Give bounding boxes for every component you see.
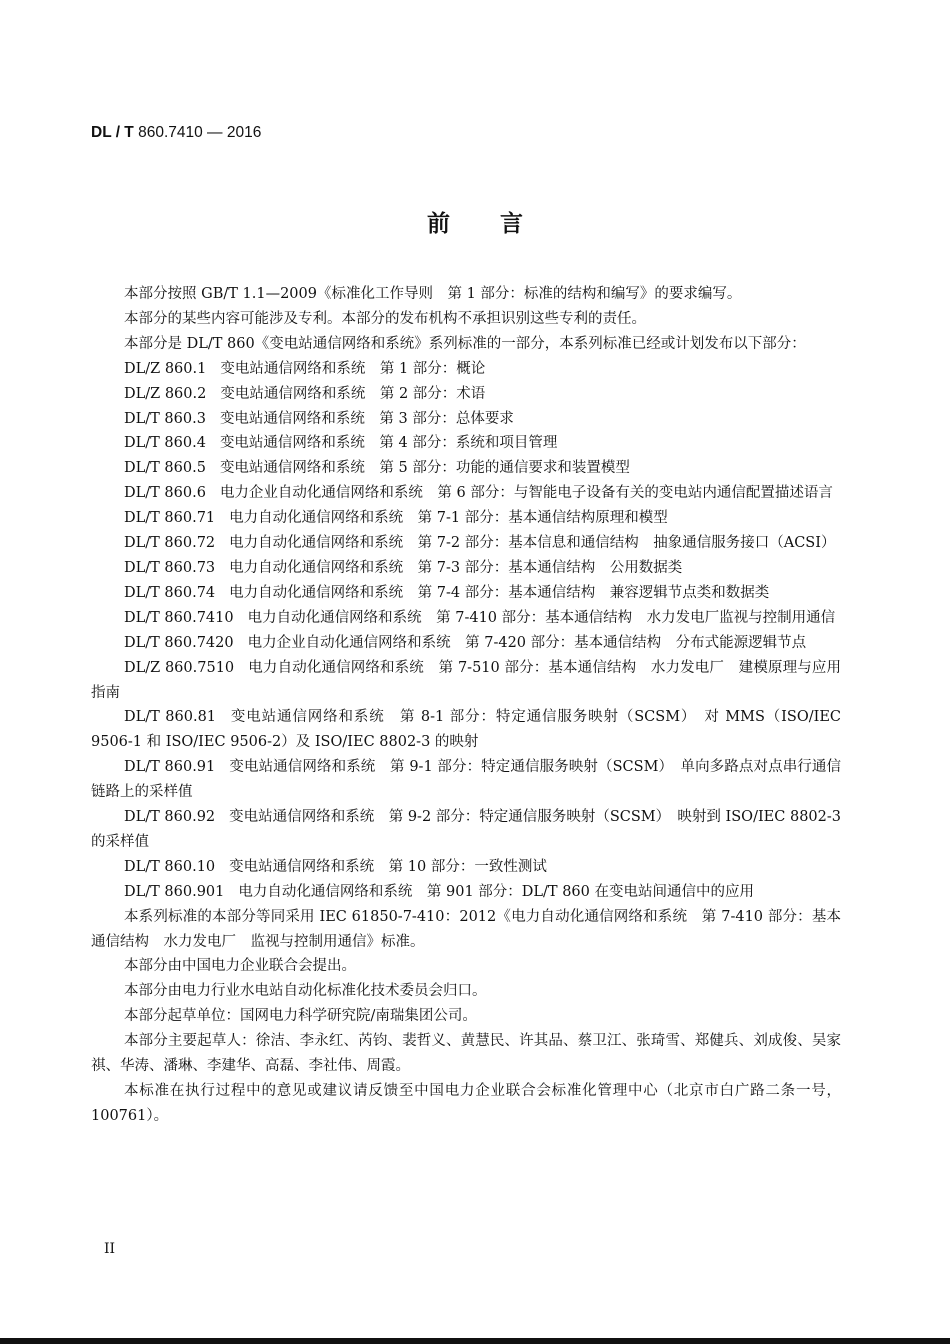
standard-item [91,755,841,805]
standard-item [91,456,841,481]
paragraph: 本系列标准的本部分等同采用 IEC 61850-7-410：2012《电力自动化通信网络和系统 第 7-410 部分：基本通信结构 水力发电厂 监视与控制用通信》标准。 [91,908,841,950]
paragraph: 本部分起草单位：国网电力科学研究院/南瑞集团公司。 [124,1008,477,1025]
standard-code: DL/T 860.73 [124,559,216,576]
standard-code: DL/T 860.74 [124,584,216,601]
standard-title: 变电站通信网络和系统 第 9-1 部分：特定通信服务映射（SCSM） 单向多路点对点串行通信链路上的采样值 [91,759,842,801]
standard-code: DL/Z 860.2 [124,385,207,402]
standard-item [91,855,841,880]
standard-code: DL/T 860.71 [124,510,216,527]
standard-code: DL/T 860.91 [124,759,216,776]
standard-title: 变电站通信网络和系统 第 9-2 部分：特定通信服务映射（SCSM） 映射到 ISO/IEC 8802-3 的采样值 [91,809,842,850]
standard-item [91,382,841,407]
standard-title: 变电站通信网络和系统 第 8-1 部分：特定通信服务映射（SCSM） 对 MMS（ISO/IEC 9506-1 和 ISO/IEC 9506-2）及 ISO/IEC 8802-3 的映射 [91,709,842,751]
standard-title: 电力企业自动化通信网络和系统 第 7-420 部分：基本通信结构 分布式能源逻辑节点 [247,634,807,651]
standard-title: 电力自动化通信网络和系统 第 901 部分：DL/T 860 在变电站间通信中的应用 [238,883,754,900]
standard-item [91,805,841,855]
standard-title: 变电站通信网络和系统 第 2 部分：术语 [220,385,486,402]
standard-code: DL/T 860.92 [124,809,216,826]
standard-title: 电力自动化通信网络和系统 第 7-1 部分：基本通信结构原理和模型 [229,510,668,527]
bottom-border [0,1338,950,1344]
standard-item [91,357,841,382]
standard-code: DL/T 860.72 [124,535,216,552]
paragraph: 本部分由电力行业水电站自动化标准化技术委员会归口。 [124,983,487,1000]
foreword-body [91,282,841,1129]
standard-item [91,705,841,755]
paragraph: 本部分的某些内容可能涉及专利。本部分的发布机构不承担识别这些专利的责任。 [124,310,646,327]
standard-code: DL/T 860.7420 [124,634,234,651]
paragraph: 本部分主要起草人：徐洁、李永红、芮钧、裴哲义、黄慧民、许其品、蔡卫江、张琦雪、郑健兵、刘成俊、吴家祺、华涛、潘琳、李建华、高磊、李社伟、周霞。 [91,1033,841,1075]
standard-title: 变电站通信网络和系统 第 10 部分：一致性测试 [229,858,547,875]
standard-title: 变电站通信网络和系统 第 5 部分：功能的通信要求和装置模型 [219,460,630,477]
paragraph: 本部分由中国电力企业联合会提出。 [124,958,356,975]
standard-item [91,481,841,506]
standard-title: 电力自动化通信网络和系统 第 7-3 部分：基本通信结构 公用数据类 [229,559,683,576]
standard-code: DL/T 860.6 [124,485,206,502]
document-code-prefix: DL / T [91,124,134,141]
standard-item [91,631,841,656]
standard-item [91,531,841,556]
standard-code: DL/T 860.4 [124,435,206,452]
page-number: II [104,1241,116,1257]
standard-title: 变电站通信网络和系统 第 3 部分：总体要求 [219,410,514,427]
standard-code: DL/T 860.3 [124,410,206,427]
standard-title: 电力企业自动化通信网络和系统 第 6 部分：与智能电子设备有关的变电站内通信配置描述语言 [219,485,833,502]
paragraph: 本部分按照 GB/T 1.1—2009《标准化工作导则 第 1 部分：标准的结构和编写》的要求编写。 [124,286,742,302]
standard-item [91,407,841,432]
standard-code: DL/T 860.901 [124,883,225,900]
standard-title: 变电站通信网络和系统 第 1 部分：概论 [220,360,486,377]
document-code [91,124,261,142]
standard-item [91,556,841,581]
standard-item [91,581,841,606]
standard-title: 电力自动化通信网络和系统 第 7-2 部分：基本信息和通信结构 抽象通信服务接口（ACSI） [229,535,836,552]
standard-item [91,656,841,706]
standard-item [91,431,841,456]
standard-code: DL/T 860.81 [124,709,217,726]
standard-code: DL/T 860.5 [124,460,206,477]
standard-title: 电力自动化通信网络和系统 第 7-410 部分：基本通信结构 水力发电厂监视与控制用通信 [247,609,836,626]
standard-code: DL/Z 860.7510 [124,659,235,676]
standard-item [91,606,841,631]
document-code-number: 860.7410 — 2016 [133,124,262,141]
standard-title: 电力自动化通信网络和系统 第 7-510 部分：基本通信结构 水力发电厂 建模原理与应用指南 [91,659,842,701]
paragraph: 本部分是 DL/T 860《变电站通信网络和系统》系列标准的一部分，本系列标准已经或计划发布以下部分： [124,335,806,352]
standard-item [91,506,841,531]
standard-item [91,880,841,905]
standard-code: DL/T 860.10 [124,858,216,875]
page-title: 前言 [427,211,573,237]
standard-code: DL/Z 860.1 [124,360,207,377]
standard-title: 电力自动化通信网络和系统 第 7-4 部分：基本通信结构 兼容逻辑节点类和数据类 [229,584,770,601]
standard-code: DL/T 860.7410 [124,609,234,626]
paragraph: 本标准在执行过程中的意见或建议请反馈至中国电力企业联合会标准化管理中心（北京市白广路二条一号，100761）。 [91,1083,841,1124]
standard-title: 变电站通信网络和系统 第 4 部分：系统和项目管理 [219,435,558,452]
